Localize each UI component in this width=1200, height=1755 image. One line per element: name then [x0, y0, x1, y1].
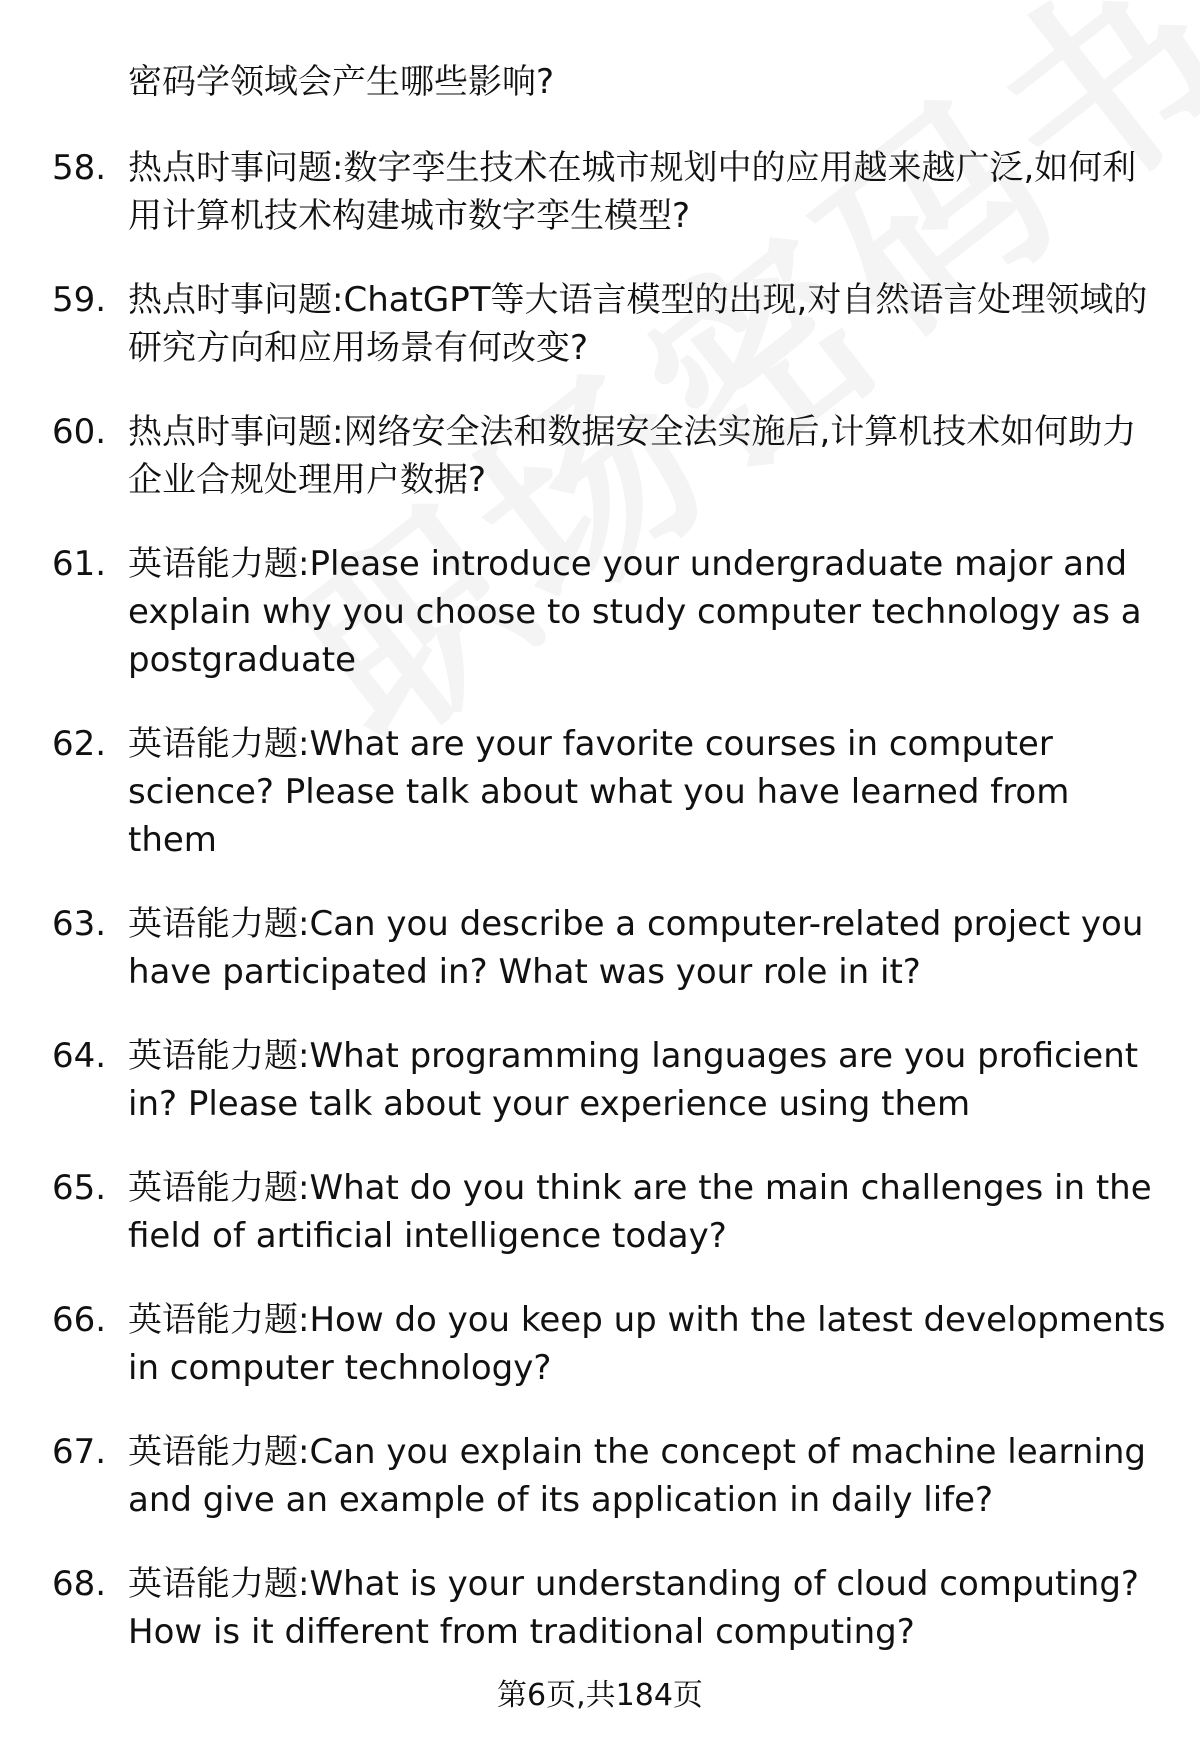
question-item [0, 276, 1200, 372]
question-item [0, 408, 1200, 504]
continued-question-text: 密码学领域会产生哪些影响? [128, 62, 555, 102]
question-text: 热点时事问题:数字孪生技术在城市规划中的应用越来越广泛,如何利用计算机技术构建城市数字孪生模型? [128, 148, 1137, 236]
question-text: 英语能力题:Please introduce your undergraduate major and explain why you choose to study computer technology as a postgraduate [128, 544, 1142, 680]
question-number: 64. [52, 1036, 107, 1076]
question-item [0, 1296, 1200, 1392]
question-list [0, 144, 1200, 1692]
question-item [0, 144, 1200, 240]
question-item [0, 1032, 1200, 1128]
question-text: 热点时事问题:ChatGPT等大语言模型的出现,对自然语言处理领域的研究方向和应用场景有何改变? [128, 280, 1148, 368]
question-item [0, 1428, 1200, 1524]
question-text: 热点时事问题:网络安全法和数据安全法实施后,计算机技术如何助力企业合规处理用户数据? [128, 412, 1137, 500]
question-text: 英语能力题:What is your understanding of cloud computing? How is it different from traditional computing? [128, 1564, 1139, 1652]
question-number: 66. [52, 1300, 107, 1340]
question-text: 英语能力题:How do you keep up with the latest developments in computer technology? [128, 1300, 1166, 1388]
question-item [0, 720, 1200, 864]
question-number: 60. [52, 412, 107, 452]
question-item [0, 540, 1200, 684]
question-number: 67. [52, 1432, 107, 1472]
question-number: 58. [52, 148, 107, 188]
question-number: 68. [52, 1564, 107, 1604]
question-text: 英语能力题:What programming languages are you proficient in? Please talk about your experience using them [128, 1036, 1139, 1124]
question-number: 59. [52, 280, 107, 320]
question-number: 62. [52, 724, 107, 764]
question-text: 英语能力题:Can you describe a computer-related project you have participated in? What was your role in it? [128, 904, 1144, 992]
question-text: 英语能力题:Can you explain the concept of machine learning and give an example of its application in daily life? [128, 1432, 1146, 1520]
question-item [0, 1164, 1200, 1260]
question-text: 英语能力题:What do you think are the main challenges in the field of artificial intelligence today? [128, 1168, 1152, 1256]
question-item [0, 900, 1200, 996]
question-number: 61. [52, 544, 107, 584]
page-number-footer: 第6页,共184页 [497, 1678, 703, 1713]
question-item [0, 1560, 1200, 1656]
question-number: 63. [52, 904, 107, 944]
question-number: 65. [52, 1168, 107, 1208]
question-text: 英语能力题:What are your favorite courses in computer science? Please talk about what you have learned from them [128, 724, 1070, 860]
